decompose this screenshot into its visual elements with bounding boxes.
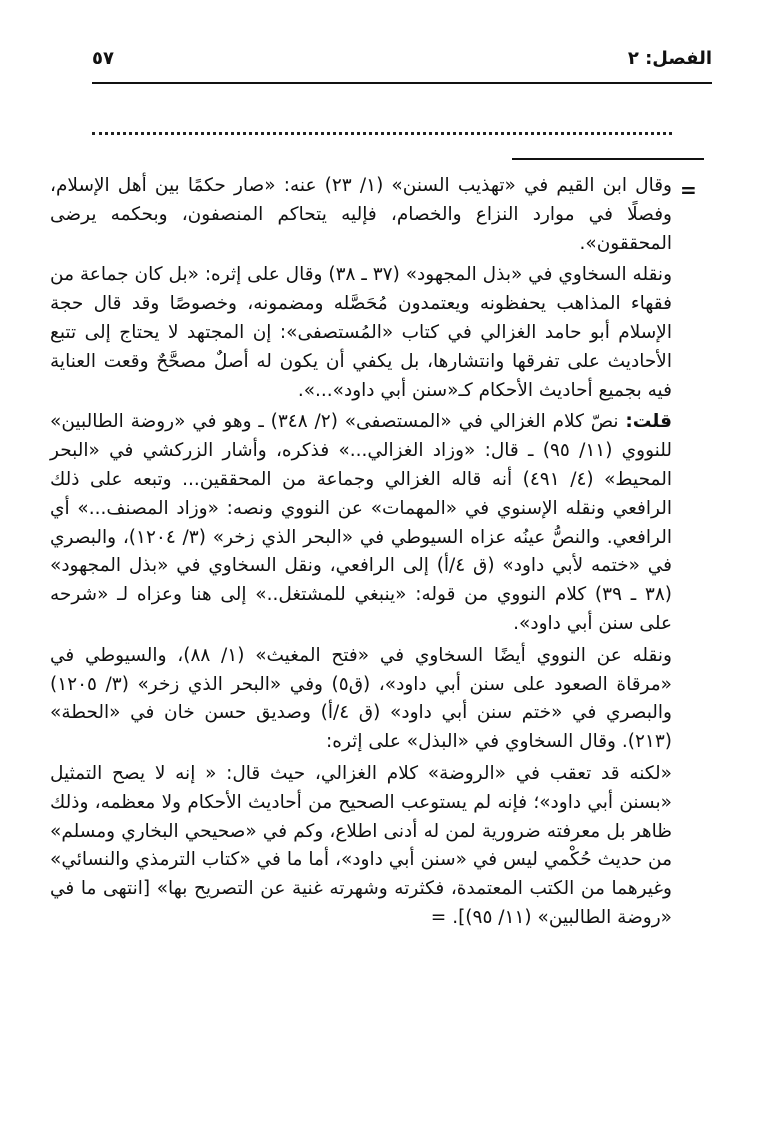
dotted-separator [92, 118, 672, 135]
page-number: ٥٧ [92, 48, 114, 69]
paragraph-qultu [50, 408, 672, 638]
qultu-label: قلت: [625, 411, 672, 433]
paragraph-sakhawi: ونقله السخاوي في «بذل المجهود» (٣٧ ـ ٣٨) وقال على إثره: «بل كان جماعة من فقهاء المذاهب يحفظونه ويعتمدون مُحَصَّله ومضمونه، وخصوصًا وقد قال حجة الإسلام أبو حامد الغزالي في كتاب «المُستصفى»: إن المجتهد لا يحتاج إلى تتبع الأحاديث على تفرقها وانتشارها، بل يكفي أن يكون له أصلٌ مصحَّحٌ وقعت العناية فيه بجميع أحاديث الأحكام كـ«سنن أبي داود»...». [50, 264, 673, 401]
paragraph-quote [50, 760, 672, 933]
qultu-text: نصّ كلام الغزالي في «المستصفى» (٢/ ٣٤٨) ـ وهو في «روضة الطالبين» للنووي (١١/ ٩٥) ـ قال: «وزاد الغزالي...» فذكره، وأشار الزركشي في «البحر المحيط» (٤/ ٤٩١) أنه قاله الغزالي وجماعة من المحققين... وتبعه على ذلك الرافعي ونقله الإسنوي في «المهمات» عن النووي ونصه: «وزاد المصنف...» أي الرافعي. والنصُّ عينُه عزاه السيوطي في «البحر الذي زخر» (٣/ ١٢٠٤)، والبصري في «ختمه لأبي داود» (ق ٤/أ) إلى الرافعي، ونقل السخاوي في «بذل المجهود» (٣٨ ـ ٣٩) كلام النووي من قوله: «ينبغي للمشتغل..» إلى هنا وعزاه لـ «شرحه على سنن أبي داود». [50, 411, 672, 634]
footnote-continuation-marker: = [680, 178, 697, 202]
paragraph-ibn-qayyim: وقال ابن القيم في «تهذيب السنن» (١/ ٢٣) عنه: «صار حكمًا بين أهل الإسلام، وفصلًا في موارد النزاع والخصام، فإليه يتحاكم المنصفون، وبحكمه يرضى المحققون». [50, 175, 672, 254]
paragraph-nawawi: ونقله عن النووي أيضًا السخاوي في «فتح المغيث» (١/ ٨٨)، والسيوطي في «مرقاة الصعود على سنن أبي داود»، (ق٥) وفي «البحر الذي زخر» (٣/ ١٢٠٥) والبصري في «ختم سنن أبي داود» (ق ٤/أ) وصديق حسن خان في «الحطة» (٢١٣). وقال السخاوي في «البذل» على إثره: [50, 644, 672, 753]
page-header [92, 44, 712, 84]
end-marker: = [430, 906, 447, 928]
footnote-body [50, 172, 672, 933]
quote-text: «لكنه قد تعقب في «الروضة» كلام الغزالي، حيث قال: « إنه لا يصح التمثيل «بسنن أبي داود»؛ فإنه لم يستوعب الصحيح من أحاديث الأحكام ولا معظمه، وذلك ظاهر بل معرفته ضرورية لمن له أدنى اطلاع، وكم في «صحيحي البخاري ومسلم» من حديث حُكْمي ليس في «سنن أبي داود»، أما ما في «كتاب الترمذي والنسائي» وغيرهما من الكتب المعتمدة، فكثرته وشهرته غنية عن التصريح بها» [انتهى ما في «روضة الطالبين» (١١/ ٩٥)]. [50, 762, 672, 928]
footnote-rule [512, 158, 704, 160]
chapter-label: الفصل: ٢ [627, 48, 712, 69]
